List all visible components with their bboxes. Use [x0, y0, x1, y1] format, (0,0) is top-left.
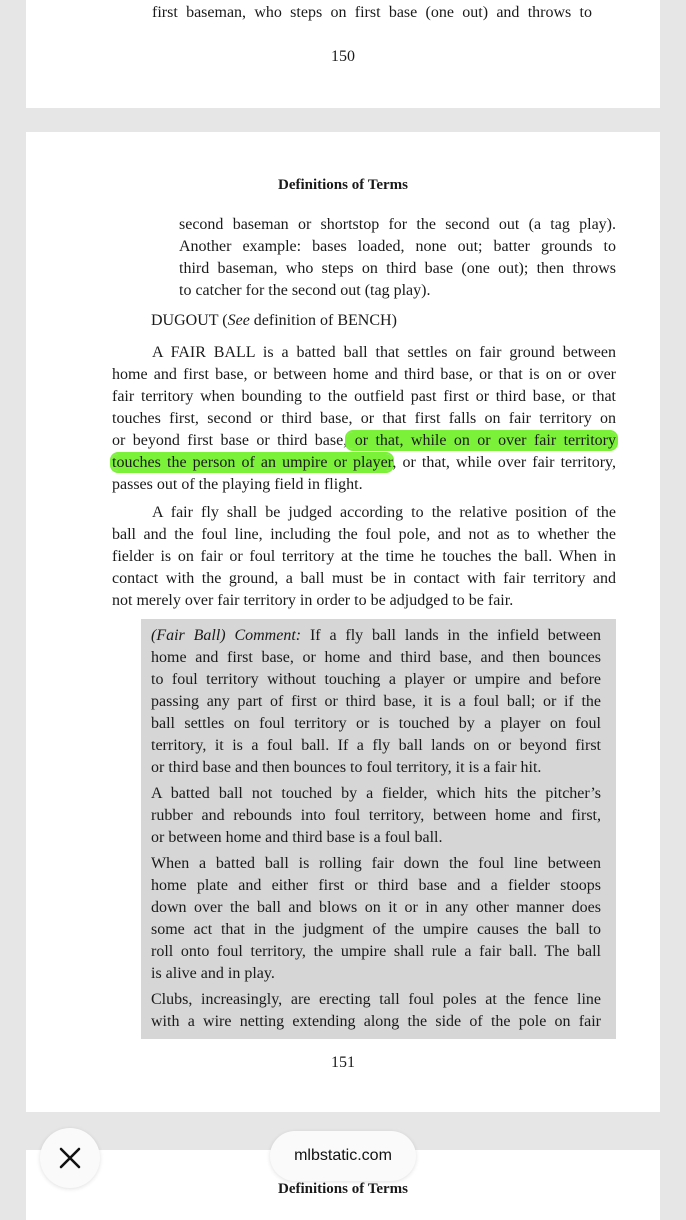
- text-line: touches the person of an umpire or player, or that, while over fair territory,: [112, 454, 616, 471]
- text-line: (Fair Ball) Comment: If a fly ball lands in the infield between: [151, 627, 602, 644]
- text-line: home and first base, or home and third base, and then bounces: [151, 649, 601, 666]
- previous-page-last-line: first baseman, who steps on first base (one out) and throws to: [152, 4, 592, 21]
- text-line: is alive and in play.: [151, 965, 275, 982]
- text-line: home plate and either first or third base and a fielder stoops: [151, 877, 601, 894]
- text-line: passes out of the playing field in flight.: [112, 476, 363, 493]
- text-line: ball settles on foul territory or is touched by a player on foul: [151, 715, 601, 732]
- close-button[interactable]: [40, 1128, 100, 1188]
- next-page-section-title: Definitions of Terms: [277, 1181, 408, 1197]
- text-line: fielder is on fair or foul territory at the time he touches the ball. When in: [112, 548, 616, 565]
- text-line: Another example: bases loaded, none out; batter grounds to: [179, 238, 616, 255]
- fair-fly-paragraph: [112, 502, 616, 612]
- text-line: not merely over fair territory in order to be adjudged to be fair.: [112, 592, 514, 609]
- text-line: A fair fly shall be judged according to the relative position of the: [152, 504, 616, 521]
- dugout-definition: DUGOUT (See definition of BENCH): [151, 312, 397, 329]
- previous-page: [26, 0, 660, 108]
- text-line: ball and the foul line, including the foul pole, and not as to whether the: [112, 526, 616, 543]
- text-line: Clubs, increasingly, are erecting tall foul poles at the fence line: [151, 991, 601, 1008]
- text-line: third baseman, who steps on third base (one out); then throws: [179, 260, 616, 277]
- text-line: or third base and then bounces to foul territory, it is a fair hit.: [151, 759, 542, 776]
- text-highlight: touches the person of an umpire or player: [112, 454, 393, 471]
- text-line: down over the ball and blows on it or in any other manner does: [151, 899, 601, 916]
- text-line: When a batted ball is rolling fair down the foul line between: [151, 855, 601, 872]
- text-line: territory, it is a foul ball. If a fly ball lands on or beyond first: [151, 737, 601, 754]
- close-x-icon: [58, 1146, 82, 1170]
- text-line: to foul territory without touching a player or umpire and before: [151, 671, 601, 688]
- url-bar[interactable]: [270, 1131, 416, 1181]
- document-page: [26, 132, 660, 1112]
- text-highlight: or that, while on or over fair territory: [347, 432, 617, 449]
- comment-box: [141, 619, 616, 1039]
- text-line: some act that in the judgment of the umpire causes the ball to: [151, 921, 601, 938]
- fair-ball-definition: [112, 342, 616, 496]
- text-line: rubber and rebounds into foul territory, between home and first,: [151, 807, 601, 824]
- text-line: A batted ball not touched by a fielder, which hits the pitcher’s: [151, 785, 601, 802]
- url-text: mlbstatic.com: [294, 1147, 392, 1164]
- text-line: or beyond first base or third base, or that, while on or over fair territory: [112, 432, 617, 449]
- text-line: with a wire netting extending along the side of the pole on fair: [151, 1013, 601, 1030]
- text-line: contact with the ground, a ball must be in contact with fair territory and: [112, 570, 616, 587]
- comment-label: (Fair Ball) Comment:: [151, 627, 302, 644]
- previous-page-number: 150: [331, 48, 355, 65]
- text-line: passing any part of first or third base, it is a foul ball; or if the: [151, 693, 601, 710]
- continuation-paragraph: [179, 214, 616, 302]
- comment-paragraph: [151, 783, 601, 849]
- section-title: Definitions of Terms: [277, 177, 408, 193]
- comment-paragraph: [151, 853, 601, 985]
- text-line: fair territory when bounding to the outfield past first or third base, or that: [112, 388, 616, 405]
- text-line: second baseman or shortstop for the second out (a tag play).: [179, 216, 616, 233]
- text-line: touches first, second or third base, or that first falls on fair territory on: [112, 410, 616, 427]
- text-line: roll onto foul territory, the umpire shall rule a fair ball. The ball: [151, 943, 601, 960]
- text-line: or between home and third base is a foul ball.: [151, 829, 443, 846]
- text-line: A FAIR BALL is a batted ball that settles on fair ground between: [152, 344, 616, 361]
- text-line: home and first base, or between home and third base, or that is on or over: [112, 366, 616, 383]
- comment-paragraph: [151, 989, 601, 1033]
- text-line: to catcher for the second out (tag play).: [179, 282, 431, 299]
- page-number: 151: [331, 1054, 355, 1071]
- comment-paragraph: [151, 625, 601, 779]
